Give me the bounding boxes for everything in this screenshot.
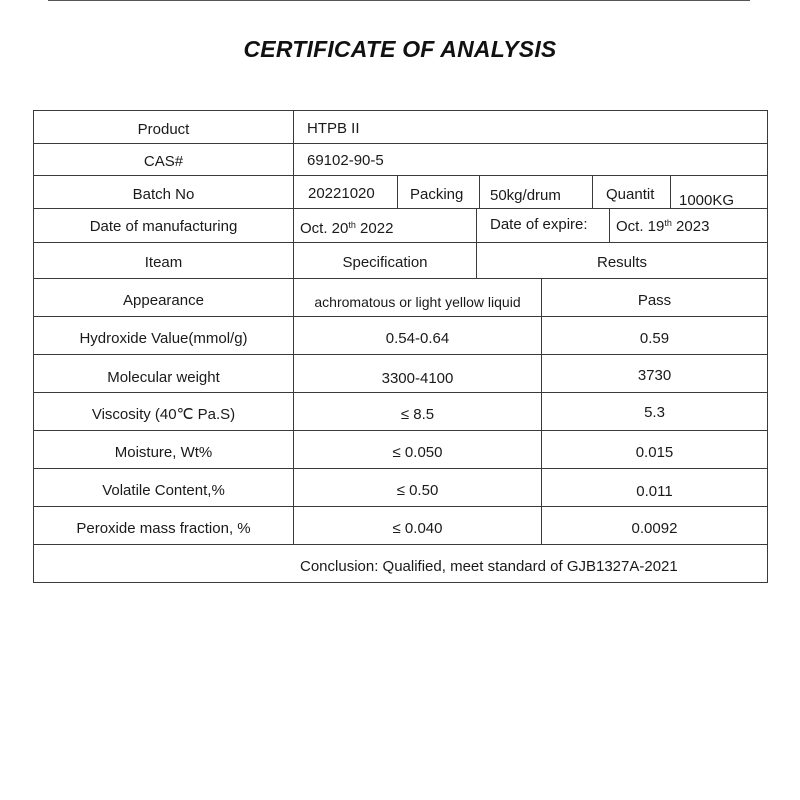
row-spec: 3300-4100 <box>381 370 454 387</box>
row-spec: ≤ 0.050 <box>392 444 443 461</box>
table-col-divider <box>397 175 398 209</box>
row-spec: achromatous or light yellow liquid <box>314 294 521 310</box>
batch-label: Batch No <box>132 186 195 203</box>
row-result: 5.3 <box>644 404 665 421</box>
row-item: Peroxide mass fraction, % <box>76 520 251 537</box>
table-rule <box>33 208 768 209</box>
packing-label: Packing <box>410 186 464 203</box>
table-rule <box>33 392 768 393</box>
row-item: Appearance <box>123 292 204 309</box>
quantity-label: Quantit <box>606 186 655 203</box>
table-rule <box>33 175 768 176</box>
row-item: Viscosity (40℃ Pa.S) <box>91 406 236 423</box>
table-col-divider <box>609 208 610 243</box>
cas-label: CAS# <box>143 153 184 170</box>
mfg-date-label: Date of manufacturing <box>89 218 238 235</box>
expire-date-value: Oct. 19th 2023 <box>616 218 710 235</box>
row-result: 3730 <box>637 367 672 384</box>
product-label: Product <box>137 121 190 138</box>
row-result: Pass <box>637 292 672 309</box>
batch-value: 20221020 <box>308 185 375 202</box>
product-value: HTPB II <box>307 120 360 137</box>
table-col-divider <box>592 175 593 209</box>
table-rule <box>33 316 768 317</box>
row-result: 0.0092 <box>631 520 678 537</box>
table-rule <box>33 506 768 507</box>
document-title: CERTIFICATE OF ANALYSIS <box>243 36 557 62</box>
row-spec: ≤ 0.50 <box>396 482 439 499</box>
table-col-divider <box>293 110 294 545</box>
packing-value: 50kg/drum <box>490 187 561 204</box>
table-rule <box>33 278 768 279</box>
cas-value: 69102-90-5 <box>307 152 384 169</box>
row-spec: ≤ 0.040 <box>392 520 443 537</box>
table-col-divider <box>476 208 477 243</box>
table-border-bottom <box>33 582 768 583</box>
table-rule <box>33 468 768 469</box>
mfg-date-value: Oct. 20th 2022 <box>300 220 394 237</box>
table-rule <box>33 354 768 355</box>
row-item: Hydroxide Value(mmol/g) <box>79 330 248 347</box>
table-border-top <box>33 110 768 111</box>
column-header-specification: Specification <box>342 254 428 271</box>
top-rule <box>48 0 750 1</box>
table-rule <box>33 544 768 545</box>
row-item: Molecular weight <box>107 369 220 386</box>
quantity-value: 1000KG <box>679 192 735 209</box>
table-rule <box>33 430 768 431</box>
column-header-results: Results <box>596 254 648 271</box>
row-result: 0.011 <box>636 483 673 500</box>
row-spec: 0.54-0.64 <box>385 330 450 347</box>
row-result: 0.015 <box>635 444 674 461</box>
expire-date-label: Date of expire: <box>490 216 588 233</box>
table-rule <box>33 242 768 243</box>
table-col-divider <box>670 175 671 209</box>
row-item: Volatile Content,% <box>102 482 225 499</box>
column-header-item: Iteam <box>144 254 183 271</box>
table-rule <box>33 143 768 144</box>
conclusion-text: Conclusion: Qualified, meet standard of GJB1327A-2021 <box>300 558 678 575</box>
row-result: 0.59 <box>639 330 670 347</box>
table-col-divider <box>479 175 480 209</box>
row-spec: ≤ 8.5 <box>400 406 435 423</box>
table-border-right <box>767 110 768 583</box>
row-item: Moisture, Wt% <box>114 444 213 461</box>
